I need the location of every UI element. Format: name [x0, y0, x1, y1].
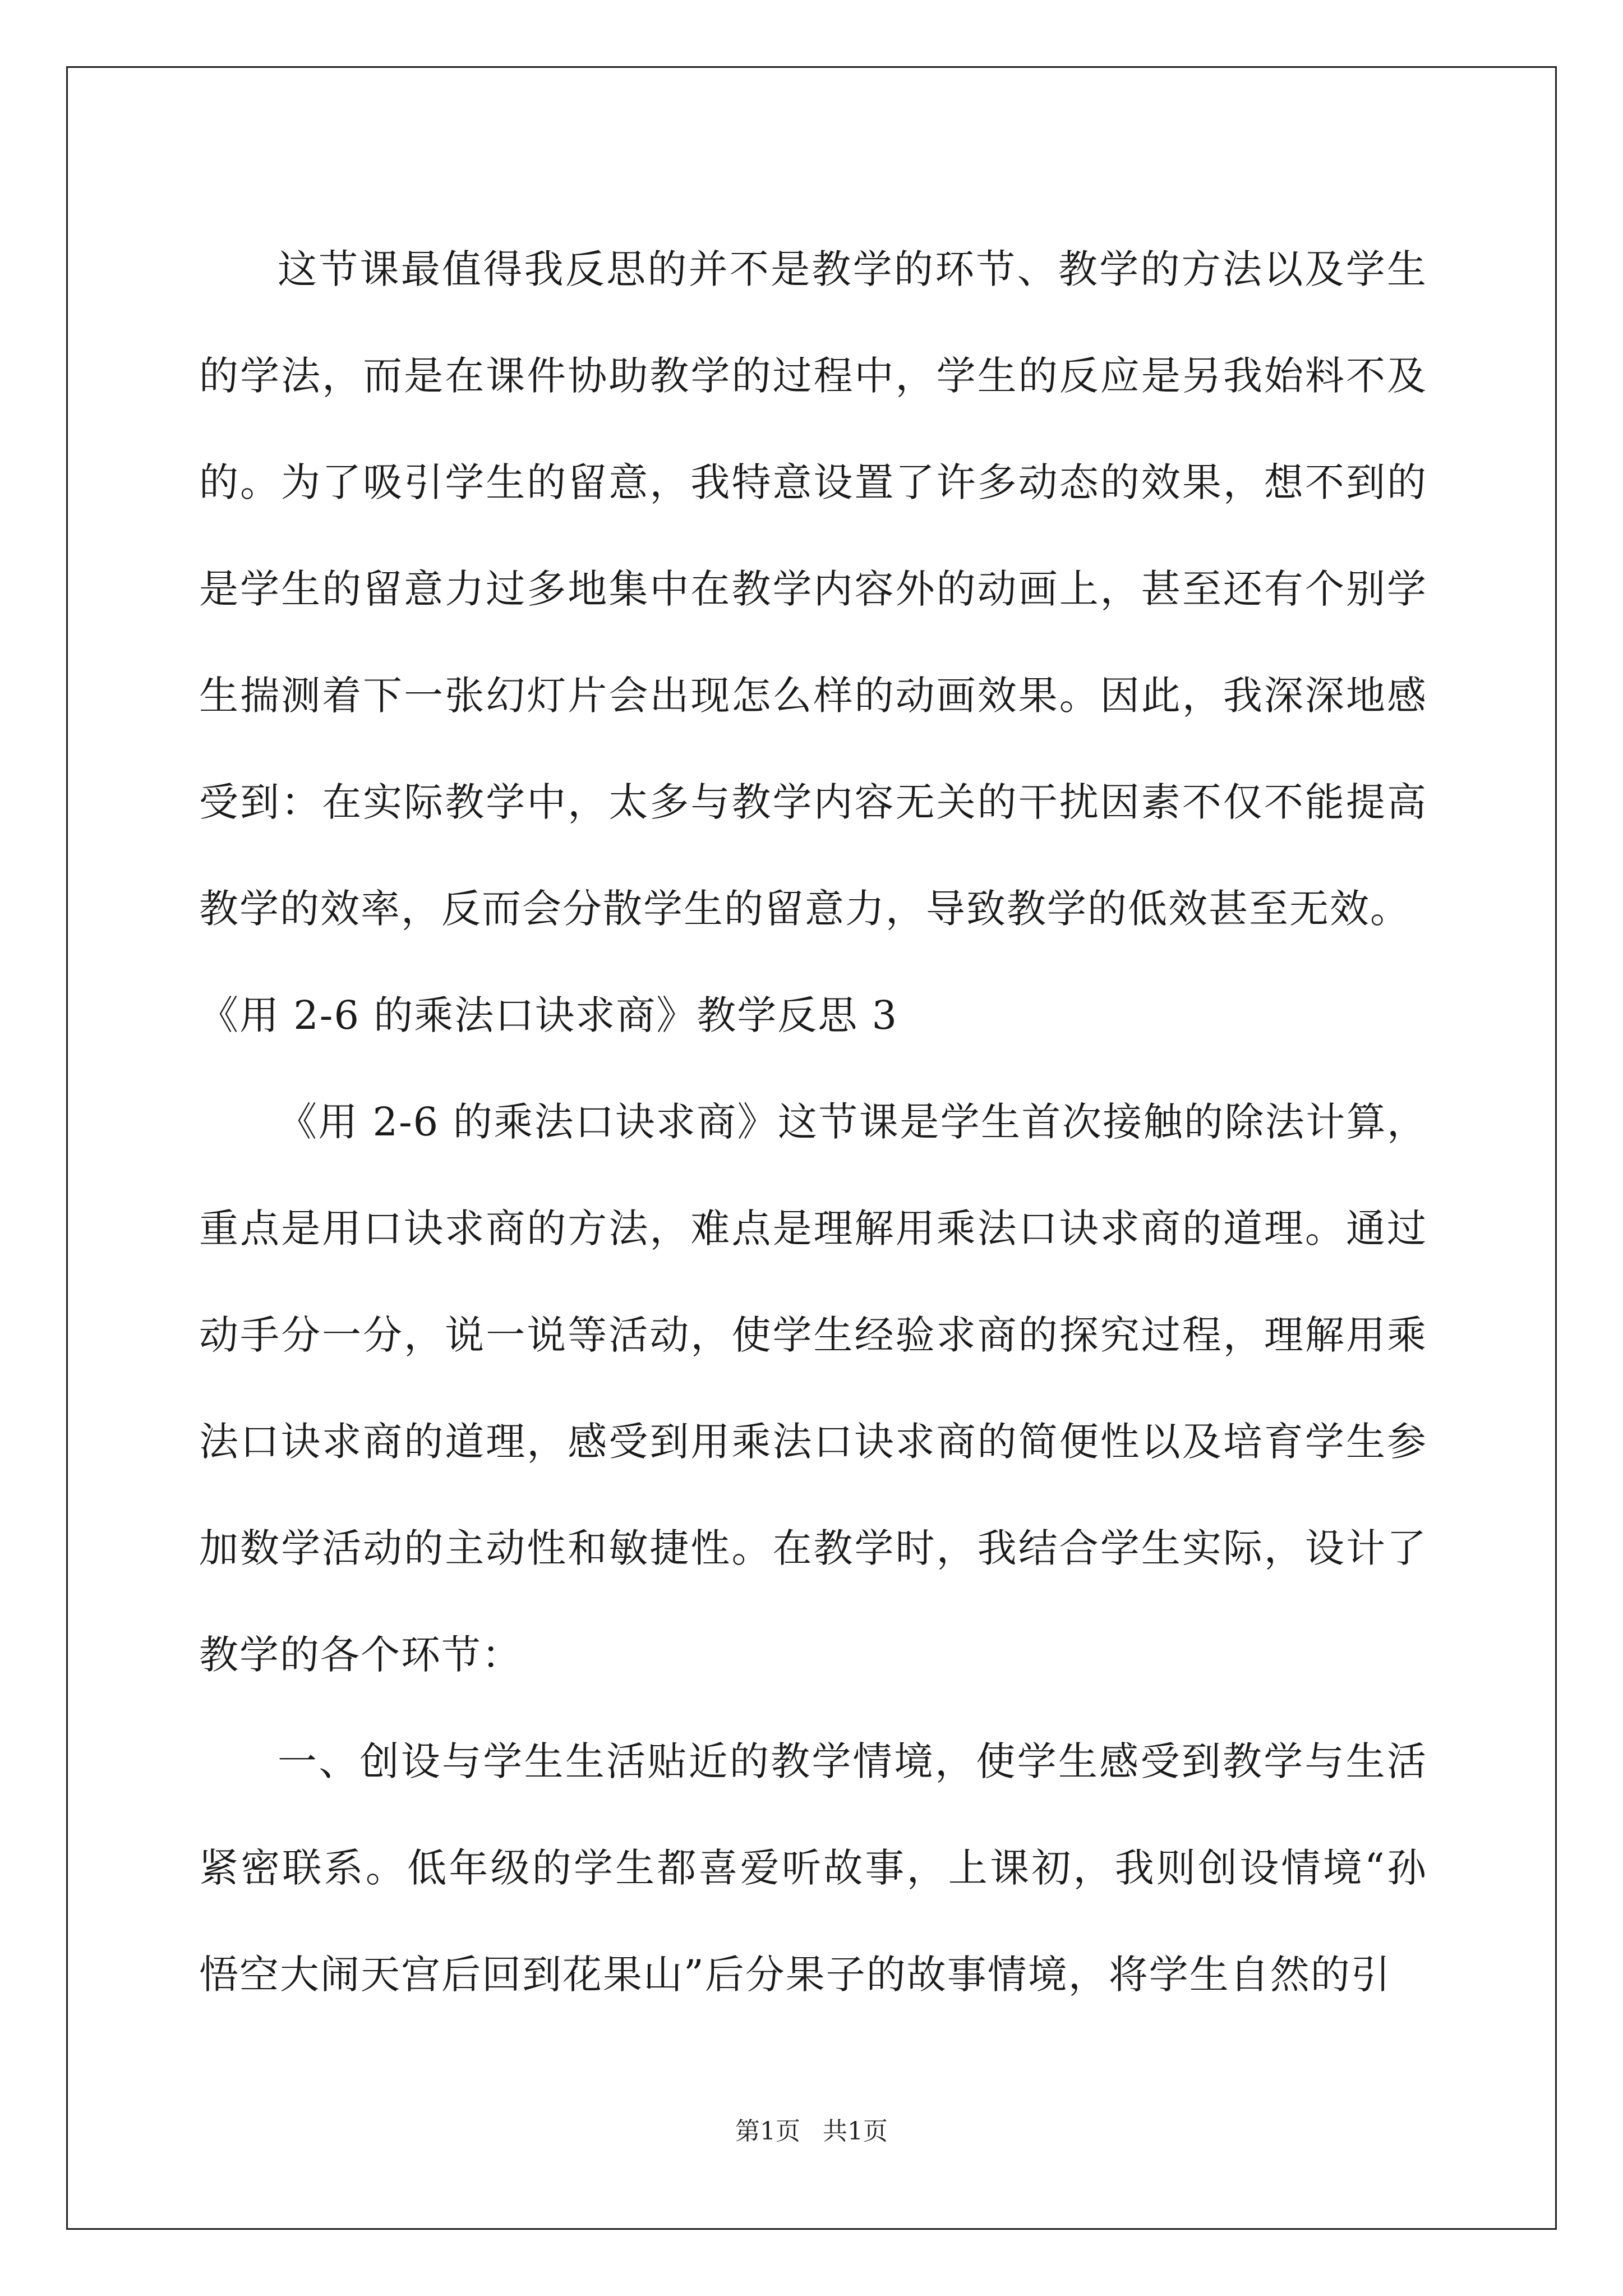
body-paragraph: 一、创设与学生生活贴近的教学情境，使学生感受到教学与生活紧密联系。低年级的学生都喜爱听故事，上课初，我则创设情境“孙悟空大闹天宫后回到花果山”后分果子的故事情境，将学生自然的引: [199, 1738, 1427, 1998]
document-body: [199, 216, 1427, 2028]
body-paragraph: 《用 2-6 的乘法口诀求商》这节课是学生首次接触的除法计算，重点是用口诀求商的方法，难点是理解用乘法口诀求商的道理。通过动手分一分，说一说等活动，使学生经验求商的探究过程，理解用乘法口诀求商的道理，感受到用乘法口诀求商的简便性以及培育学生参加数学活动的主动性和敏捷性。在教学时，我结合学生实际，设计了教学的各个环节：: [199, 1099, 1427, 1678]
page-total: 共1页: [823, 2117, 888, 2146]
body-paragraph: 这节课最值得我反思的并不是教学的环节、教学的方法以及学生的学法，而是在课件协助教学的过程中，学生的反应是另我始料不及的。为了吸引学生的留意，我特意设置了许多动态的效果，想不到的是学生的留意力过多地集中在教学内容外的动画上，甚至还有个别学生揣测着下一张幻灯片会出现怎么样的动画效果。因此，我深深地感受到：在实际教学中，太多与教学内容无关的干扰因素不仅不能提高教学的效率，反而会分散学生的留意力，导致教学的低效甚至无效。: [199, 246, 1427, 932]
page-number: 第1页: [735, 2117, 800, 2146]
page-footer: [0, 2115, 1623, 2148]
section-heading: 《用 2-6 的乘法口诀求商》教学反思 3: [199, 992, 898, 1038]
